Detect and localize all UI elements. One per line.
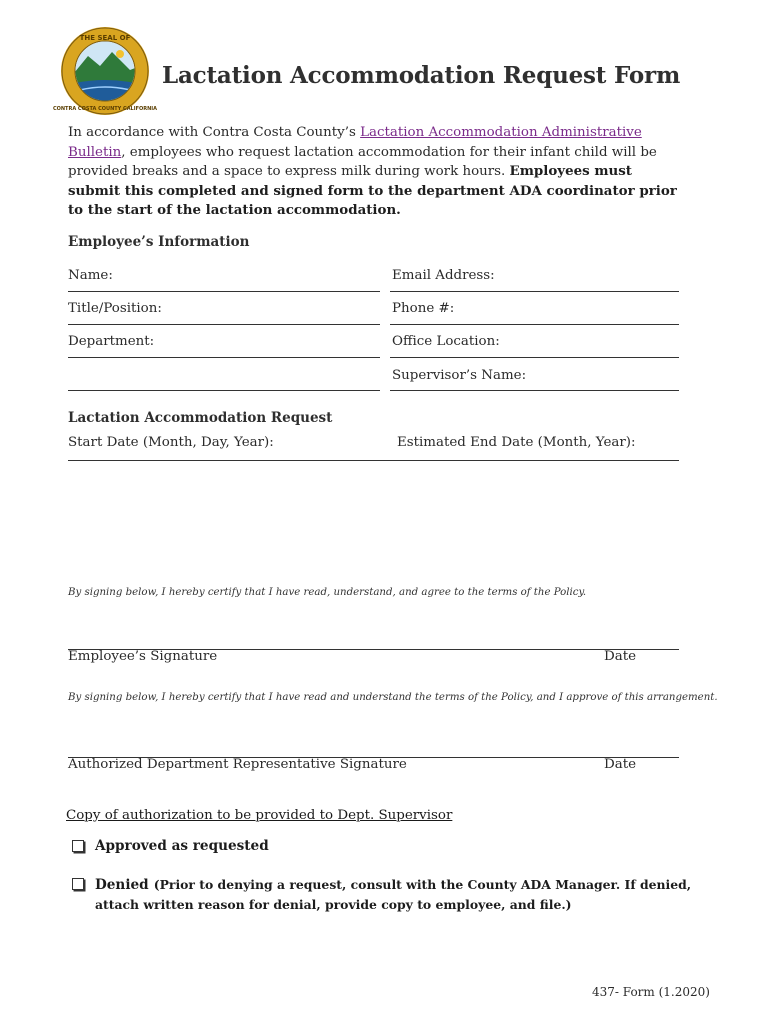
end-date-label: Estimated End Date (Month, Year): [397, 435, 636, 450]
intro-bold-instruction: Employees must submit this completed and signed form to the department ADA coordinator prior to the start of the lactation accommodation. [68, 163, 677, 218]
office-field[interactable] [390, 357, 679, 358]
employee-info-heading: Employee’s Information [68, 234, 250, 250]
intro-text-after-link: , employees who request lactation accommodation for their infant child will be provided breaks and a space to express milk during work hours. [68, 144, 657, 179]
seal-text-bottom: CONTRA COSTA COUNTY CALIFORNIA [52, 106, 158, 112]
supervisor-label: Supervisor’s Name: [392, 368, 527, 383]
request-dates-field[interactable] [68, 460, 679, 461]
denied-checkbox[interactable] [72, 878, 84, 890]
administrative-bulletin-link[interactable]: Lactation Accommodation Administrative Bulletin [68, 125, 642, 160]
request-heading: Lactation Accommodation Request [68, 410, 333, 426]
denied-label: Denied [95, 877, 149, 893]
rep-signature-label: Authorized Department Representative Signature [68, 757, 407, 772]
denied-detail: (Prior to denying a request, consult with the County ADA Manager. If denied, attach written reason for denial, provide copy to employee, and file.) [95, 877, 692, 912]
employee-signature-label: Employee’s Signature [68, 649, 218, 664]
intro-paragraph [68, 123, 688, 221]
rep-date-label: Date [604, 757, 637, 772]
form-number: 437- Form (1.2020) [592, 985, 710, 999]
department-field-continued[interactable] [68, 390, 380, 391]
intro-text-before-link: In accordance with Contra Costa County’s [68, 125, 361, 140]
department-field[interactable] [68, 357, 380, 358]
title-label: Title/Position: [68, 301, 162, 316]
page-title: Lactation Accommodation Request Form [162, 62, 681, 89]
title-field[interactable] [68, 324, 380, 325]
approved-checkbox[interactable] [72, 840, 84, 852]
copy-authorization-note: Copy of authorization to be provided to Dept. Supervisor [66, 808, 453, 823]
approved-label: Approved as requested [95, 838, 269, 854]
employee-certify-note: By signing below, I hereby certify that I have read, understand, and agree to the terms of the Policy. [68, 587, 587, 598]
department-label: Department: [68, 334, 155, 349]
supervisor-field[interactable] [390, 390, 679, 391]
name-field[interactable] [68, 291, 380, 292]
email-field[interactable] [390, 291, 679, 292]
rep-certify-note: By signing below, I hereby certify that I have read and understand the terms of the Policy, and I approve of this arrangement. [68, 692, 718, 703]
employee-date-label: Date [604, 649, 637, 664]
phone-field[interactable] [390, 324, 679, 325]
email-label: Email Address: [392, 268, 495, 283]
start-date-label: Start Date (Month, Day, Year): [68, 435, 274, 450]
office-label: Office Location: [392, 334, 500, 349]
seal-text-top: THE SEAL OF [79, 34, 131, 42]
county-seal-logo [52, 26, 158, 116]
phone-label: Phone #: [392, 301, 455, 316]
name-label: Name: [68, 268, 113, 283]
denied-option [95, 874, 695, 914]
